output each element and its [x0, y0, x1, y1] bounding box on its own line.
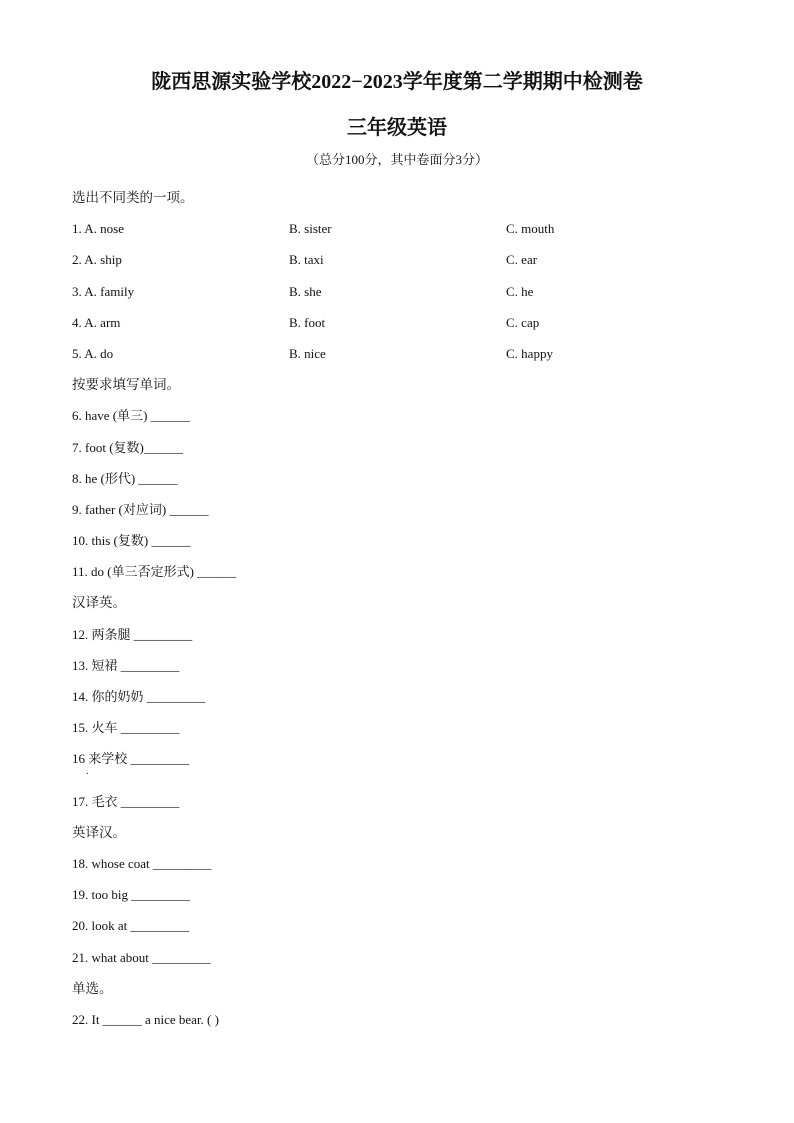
exam-title: 陇西思源实验学校2022−2023学年度第二学期期中检测卷 [151, 71, 643, 93]
option-c: C. he [506, 283, 534, 299]
option-c: C. cap [506, 314, 540, 330]
option-c: C. mouth [506, 221, 555, 237]
option-a: 4. A. arm [72, 314, 121, 330]
option-c: C. ear [506, 252, 538, 268]
fill-item: 11. do (单三否定形式) ______ [72, 564, 237, 580]
translation-item: 18. whose coat _________ [72, 855, 212, 871]
section-heading-odd-one-out: 选出不同类的一项。 [72, 190, 194, 205]
fill-item: 9. father (对应词) ______ [72, 501, 209, 517]
fill-item: 7. foot (复数)______ [72, 439, 183, 455]
translation-item: 19. too big _________ [72, 887, 190, 903]
translation-item: 16 来学校 _________ . [72, 751, 190, 778]
score-note: （总分100分，其中卷面分3分） [305, 152, 488, 167]
stray-dot-mark: . [86, 766, 89, 778]
translation-item: 14. 你的奶奶 _________ [72, 689, 206, 704]
translation-item: 17. 毛衣 _________ [72, 793, 180, 809]
fill-item: 6. have (单三) ______ [72, 408, 190, 424]
fill-item: 8. he (形代) ______ [72, 470, 178, 486]
fill-item: 10. this (复数) ______ [72, 533, 191, 549]
option-b: B. she [289, 283, 322, 299]
translation-item: 13. 短裙 _________ [72, 657, 180, 673]
option-a: 1. A. nose [72, 221, 124, 237]
option-b: B. sister [289, 221, 332, 237]
option-c: C. happy [506, 345, 553, 361]
section-heading-fill-words: 按要求填写单词。 [72, 377, 180, 393]
choice-row [72, 244, 722, 275]
section-heading-chinese-to-english: 汉译英。 [72, 595, 126, 611]
option-a: 2. A. ship [72, 252, 122, 268]
section-heading-single-choice: 单选。 [72, 980, 113, 996]
option-b: B. nice [289, 345, 326, 361]
option-b: B. foot [289, 314, 326, 330]
translation-item: 15. 火车 _________ [72, 720, 180, 736]
section-heading-english-to-chinese: 英译汉。 [72, 824, 126, 840]
choice-row [72, 338, 722, 369]
choice-row [72, 276, 722, 307]
option-a: 5. A. do [72, 345, 114, 361]
translation-item: 21. what about _________ [72, 949, 211, 965]
choice-row [72, 307, 722, 338]
translation-item: 20. look at _________ [72, 918, 189, 934]
mc-question: 22. It ______ a nice bear. ( ) [72, 1011, 219, 1027]
choice-row [72, 213, 722, 244]
translation-item: 12. 两条腿 _________ [72, 626, 193, 642]
option-a: 3. A. family [72, 283, 135, 299]
option-b: B. taxi [289, 252, 324, 268]
exam-subtitle: 三年级英语 [347, 117, 447, 139]
